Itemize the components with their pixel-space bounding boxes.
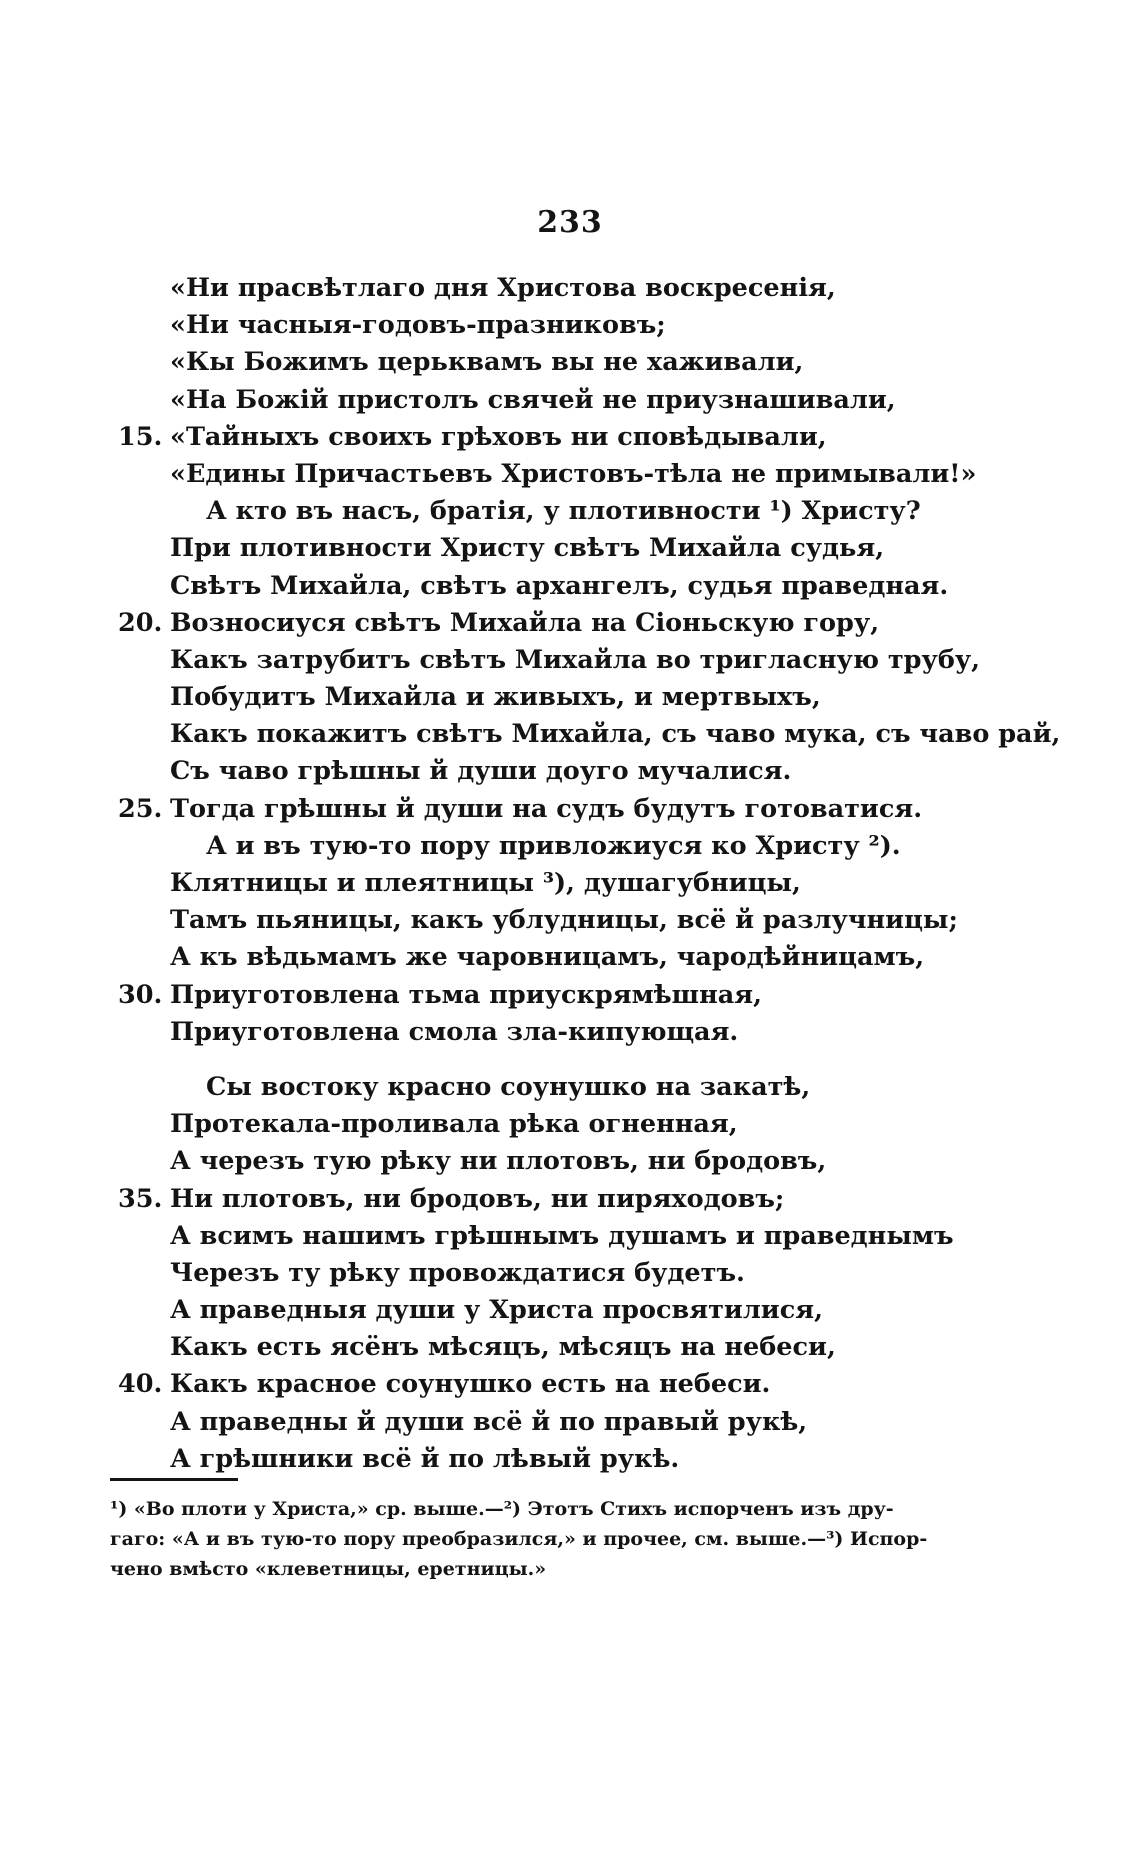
verse-line [170, 493, 1010, 530]
verse-line [118, 1366, 1010, 1403]
verse-line [170, 568, 1010, 605]
verse-line [170, 642, 1010, 679]
verse-line [118, 977, 1010, 1014]
verse-line [170, 1255, 1010, 1292]
verse-text: Черезъ ту рѣку провождатися будетъ. [170, 1257, 745, 1288]
verse-line [170, 530, 1010, 567]
page-number: 233 [537, 205, 603, 240]
verse-number: 15. [118, 421, 163, 452]
verse-text: Свѣтъ Михайла, свѣтъ архангелъ, судья праведная. [170, 570, 949, 601]
verse-text: Протекала-проливала рѣка огненная, [170, 1109, 738, 1140]
verse-number: 40. [118, 1369, 163, 1400]
verse-line [170, 1329, 1010, 1366]
verse-line [118, 419, 1010, 456]
verse-text: Какъ покажитъ свѣтъ Михайла, съ чаво мука, съ чаво рай, [170, 719, 1061, 750]
verse-line [170, 1292, 1010, 1329]
verse-line [118, 605, 1010, 642]
verse-line [170, 716, 1061, 753]
footnotes [110, 1494, 928, 1584]
verse-text: А грѣшники всё й по лѣвый рукѣ. [170, 1443, 680, 1474]
verse-number: 20. [118, 607, 163, 638]
verse-text: «Ни прасвѣтлаго дня Христова воскресенія, [170, 273, 836, 303]
verse-text: А и въ тую-то пору привложиуся ко Христу ²). [206, 830, 901, 861]
verse-line [170, 307, 1010, 344]
verse-line [170, 939, 1010, 976]
verse-text: Побудитъ Михайла и живыхъ, и мертвыхъ, [170, 682, 821, 713]
footnote-line: гаго: «А и въ тую-то пору преобразился,» и прочее, см. выше.—³) Испор- [110, 1528, 928, 1550]
verse-line [170, 865, 1010, 902]
verse-line [170, 382, 1010, 419]
stanza-first [118, 270, 1061, 1051]
verse-text: Сы востоку красно соунушко на закатѣ, [206, 1071, 811, 1102]
verse-text: Какъ затрубитъ свѣтъ Михайла во тригласную трубу, [170, 644, 981, 675]
verse-text: А праведны й души всё й по правый рукѣ, [170, 1406, 808, 1437]
verse-number: 25. [118, 793, 163, 824]
verse-text: Приуготовлена смола зла-кипующая. [170, 1016, 739, 1047]
verse-text: «На Божій пристолъ свячей не приузнашивали, [170, 384, 896, 415]
verse-line [170, 1106, 1010, 1143]
verse-line [170, 1014, 1010, 1051]
verse-text: «Едины Причастьевъ Христовъ-тѣла не примывали!» [170, 458, 977, 489]
verse-text: Клятницы и плеятницы ³), душагубницы, [170, 868, 801, 898]
verse-number: 30. [118, 979, 163, 1010]
verse-line [170, 456, 1010, 493]
verse-text: «Кы Божимъ церьквамъ вы не хаживали, [170, 347, 804, 378]
verse-line [170, 753, 1010, 790]
verse-text: Какъ есть ясёнъ мѣсяцъ, мѣсяцъ на небеси, [170, 1332, 836, 1363]
footnote-divider [110, 1478, 238, 1481]
verse-text: Ни плотовъ, ни бродовъ, ни пиряходовъ; [170, 1183, 785, 1214]
verse-line [170, 902, 1010, 939]
verse-line [118, 1181, 1010, 1218]
verse-line [170, 679, 1010, 716]
verse-text: Возносиуся свѣтъ Михайла на Сіоньскую гору, [170, 607, 880, 638]
verse-text: Какъ красное соунушко есть на небеси. [170, 1369, 771, 1400]
verse-text: Тогда грѣшны й души на судъ будутъ готоватися. [170, 793, 923, 824]
footnote-line: ¹) «Во плоти у Христа,» ср. выше.—²) Этотъ Стихъ испорченъ изъ дру- [110, 1498, 894, 1520]
verse-line [170, 1404, 1010, 1441]
verse-text: А черезъ тую рѣку ни плотовъ, ни бродовъ, [170, 1146, 827, 1177]
verse-text: А къ вѣдьмамъ же чаровницамъ, чародѣйницамъ, [170, 942, 925, 973]
verse-text: Тамъ пьяницы, какъ ублудницы, всё й разлучницы; [170, 905, 958, 936]
footnote-line: чено вмѣсто «клеветницы, еретницы.» [110, 1558, 547, 1580]
verse-block [118, 270, 1061, 1478]
verse-number: 35. [118, 1183, 163, 1214]
verse-text: «Ни часныя-годовъ-празниковъ; [170, 310, 666, 341]
verse-line [170, 344, 1010, 381]
verse-text: При плотивности Христу свѣтъ Михайла судья, [170, 533, 885, 564]
verse-line [118, 791, 1010, 828]
verse-text: А всимъ нашимъ грѣшнымъ душамъ и праведнымъ [170, 1220, 954, 1251]
verse-text: Приуготовлена тьма приускрямѣшная, [170, 979, 762, 1010]
verse-line [170, 1441, 1010, 1478]
verse-text: Съ чаво грѣшны й души доуго мучалися. [170, 756, 792, 787]
verse-text: А праведныя души у Христа просвятилися, [170, 1295, 823, 1326]
stanza-gap [170, 1051, 1010, 1069]
verse-text: «Тайныхъ своихъ грѣховъ ни сповѣдывали, [170, 421, 827, 452]
verse-line [170, 1069, 1010, 1106]
verse-text: А кто въ насъ, братія, у плотивности ¹) Христу? [206, 496, 921, 527]
verse-line [170, 1143, 1010, 1180]
stanza-second [118, 1069, 1010, 1478]
verse-line [170, 1218, 1010, 1255]
verse-line [170, 828, 1010, 865]
verse-line [170, 270, 1010, 307]
